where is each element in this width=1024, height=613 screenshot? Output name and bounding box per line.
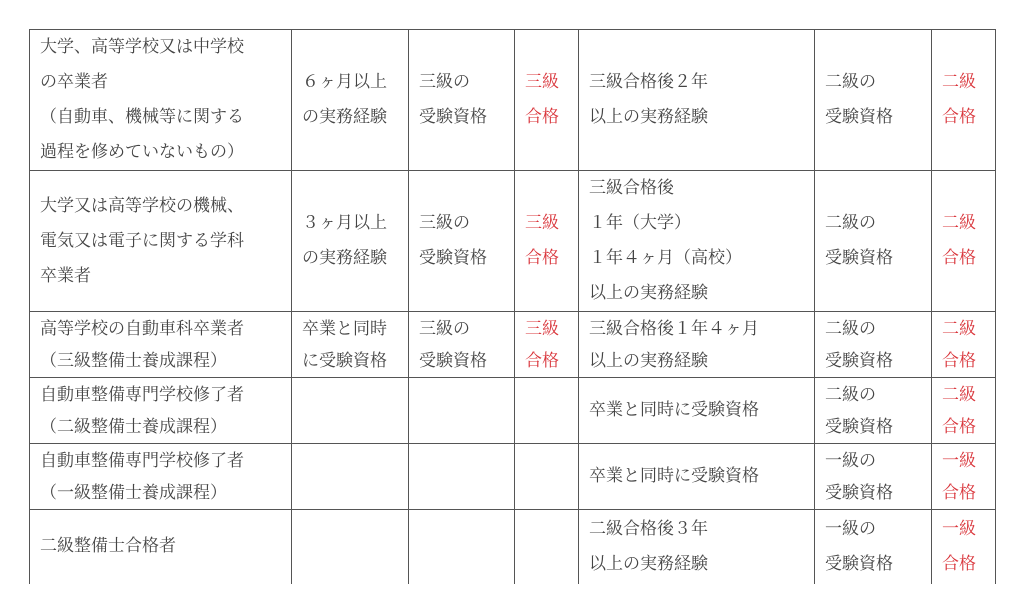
table-row: [30, 444, 996, 510]
pass-line: 合格: [525, 350, 559, 371]
eligibility-line: 受験資格: [825, 350, 893, 371]
applicant-line: 大学、高等学校又は中学校: [40, 37, 244, 57]
applicant-cell: [30, 171, 292, 312]
grade2-requirement-cell: [579, 30, 815, 171]
eligibility-line: 受験資格: [419, 107, 487, 127]
grade3-pass-cell: [515, 312, 579, 378]
requirement-line: 卒業と同時: [302, 318, 387, 339]
requirement-line: ３ヶ月以上: [302, 213, 387, 233]
grade2-requirement-cell: [579, 312, 815, 378]
grade2-requirement-cell: [579, 510, 815, 584]
grade2-pass-cell: [932, 171, 996, 312]
applicant-line: 自動車整備専門学校修了者: [40, 450, 244, 471]
eligibility-line: 三級の: [419, 72, 470, 92]
grade2-requirement-cell: [579, 378, 815, 444]
eligibility-line: 一級の: [825, 450, 876, 471]
grade2-pass-cell: [932, 30, 996, 171]
grade2-pass-cell: [932, 312, 996, 378]
grade2-requirement-cell: [579, 171, 815, 312]
requirement-line: 以上の実務経験: [589, 283, 708, 303]
pass-line: 一級: [942, 518, 976, 539]
pass-line: 二級: [942, 213, 976, 233]
grade3-requirement-cell: [292, 171, 409, 312]
grade2-pass-cell: [932, 444, 996, 510]
pass-line: 合格: [942, 482, 976, 503]
table-row: [30, 312, 996, 378]
grade2-pass-cell: [932, 510, 996, 584]
pass-line: 合格: [525, 248, 559, 268]
applicant-line: の卒業者: [40, 72, 108, 92]
requirement-line: 以上の実務経験: [589, 350, 708, 371]
eligibility-line: 二級の: [825, 213, 876, 233]
requirement-line: １年（大学）: [589, 213, 691, 233]
pass-line: 合格: [942, 416, 976, 437]
eligibility-line: 受験資格: [419, 350, 487, 371]
eligibility-line: 受験資格: [825, 248, 893, 268]
pass-line: 合格: [942, 350, 976, 371]
table-row: [30, 378, 996, 444]
grade3-pass-cell: [515, 171, 579, 312]
requirement-line: 三級合格後: [589, 178, 674, 198]
pass-line: 合格: [942, 107, 976, 127]
eligibility-line: 三級の: [419, 213, 470, 233]
applicant-line: （一級整備士養成課程）: [40, 482, 227, 503]
eligibility-line: 受験資格: [825, 553, 893, 574]
grade3-pass-cell: [515, 510, 579, 584]
pass-line: 三級: [525, 318, 559, 339]
requirement-line: の実務経験: [302, 107, 387, 127]
requirement-line: ６ヶ月以上: [302, 72, 387, 92]
eligibility-line: 受験資格: [419, 248, 487, 268]
eligibility-line: 一級の: [825, 518, 876, 539]
requirement-line: １年４ヶ月（高校）: [589, 248, 742, 268]
applicant-line: （三級整備士養成課程）: [40, 350, 227, 371]
eligibility-table: [29, 29, 996, 584]
grade3-eligibility-cell: [409, 30, 515, 171]
applicant-line: 卒業者: [40, 265, 91, 286]
grade3-pass-cell: [515, 30, 579, 171]
eligibility-line: 受験資格: [825, 107, 893, 127]
grade3-pass-cell: [515, 378, 579, 444]
grade3-requirement-cell: [292, 30, 409, 171]
applicant-cell: [30, 444, 292, 510]
eligibility-line: 二級の: [825, 72, 876, 92]
pass-line: 一級: [942, 450, 976, 471]
applicant-line: 過程を修めていないもの）: [40, 142, 244, 162]
pass-line: 二級: [942, 72, 976, 92]
requirement-line: 以上の実務経験: [589, 107, 708, 127]
grade3-eligibility-cell: [409, 378, 515, 444]
grade3-requirement-cell: [292, 510, 409, 584]
grade3-requirement-cell: [292, 312, 409, 378]
requirement-line: 以上の実務経験: [589, 553, 708, 574]
grade2-eligibility-cell: [815, 312, 932, 378]
grade3-requirement-cell: [292, 444, 409, 510]
pass-line: 三級: [525, 72, 559, 92]
applicant-line: 大学又は高等学校の機械、: [40, 195, 244, 216]
applicant-line: 二級整備士合格者: [40, 536, 176, 557]
grade2-eligibility-cell: [815, 171, 932, 312]
grade3-requirement-cell: [292, 378, 409, 444]
pass-line: 合格: [942, 553, 976, 574]
applicant-cell: [30, 312, 292, 378]
grade3-eligibility-cell: [409, 444, 515, 510]
table-row: [30, 171, 996, 312]
requirement-line: 卒業と同時に受験資格: [589, 466, 759, 486]
pass-line: 合格: [942, 248, 976, 268]
applicant-line: 高等学校の自動車科卒業者: [40, 318, 244, 339]
requirement-line: に受験資格: [302, 350, 387, 371]
grade2-eligibility-cell: [815, 378, 932, 444]
pass-line: 二級: [942, 318, 976, 339]
grade2-eligibility-cell: [815, 510, 932, 584]
grade2-eligibility-cell: [815, 30, 932, 171]
eligibility-line: 三級の: [419, 318, 470, 339]
applicant-cell: [30, 30, 292, 171]
eligibility-line: 二級の: [825, 318, 876, 339]
pass-line: 二級: [942, 384, 976, 405]
eligibility-line: 二級の: [825, 384, 876, 405]
grade2-eligibility-cell: [815, 444, 932, 510]
applicant-line: （二級整備士養成課程）: [40, 416, 227, 437]
pass-line: 合格: [525, 107, 559, 127]
grade3-eligibility-cell: [409, 312, 515, 378]
requirement-line: 卒業と同時に受験資格: [589, 400, 759, 420]
grade3-eligibility-cell: [409, 171, 515, 312]
grade3-eligibility-cell: [409, 510, 515, 584]
applicant-cell: [30, 510, 292, 584]
eligibility-line: 受験資格: [825, 482, 893, 503]
table-row: [30, 510, 996, 584]
requirement-line: の実務経験: [302, 248, 387, 268]
grade2-requirement-cell: [579, 444, 815, 510]
pass-line: 三級: [525, 213, 559, 233]
requirement-line: 三級合格後１年４ヶ月: [589, 318, 759, 339]
applicant-line: 電気又は電子に関する学科: [40, 230, 244, 251]
grade2-pass-cell: [932, 378, 996, 444]
requirement-line: 三級合格後２年: [589, 72, 708, 92]
table-row: [30, 30, 996, 171]
grade3-pass-cell: [515, 444, 579, 510]
applicant-line: 自動車整備専門学校修了者: [40, 384, 244, 405]
eligibility-line: 受験資格: [825, 416, 893, 437]
applicant-line: （自動車、機械等に関する: [40, 107, 244, 127]
requirement-line: 二級合格後３年: [589, 518, 708, 539]
applicant-cell: [30, 378, 292, 444]
